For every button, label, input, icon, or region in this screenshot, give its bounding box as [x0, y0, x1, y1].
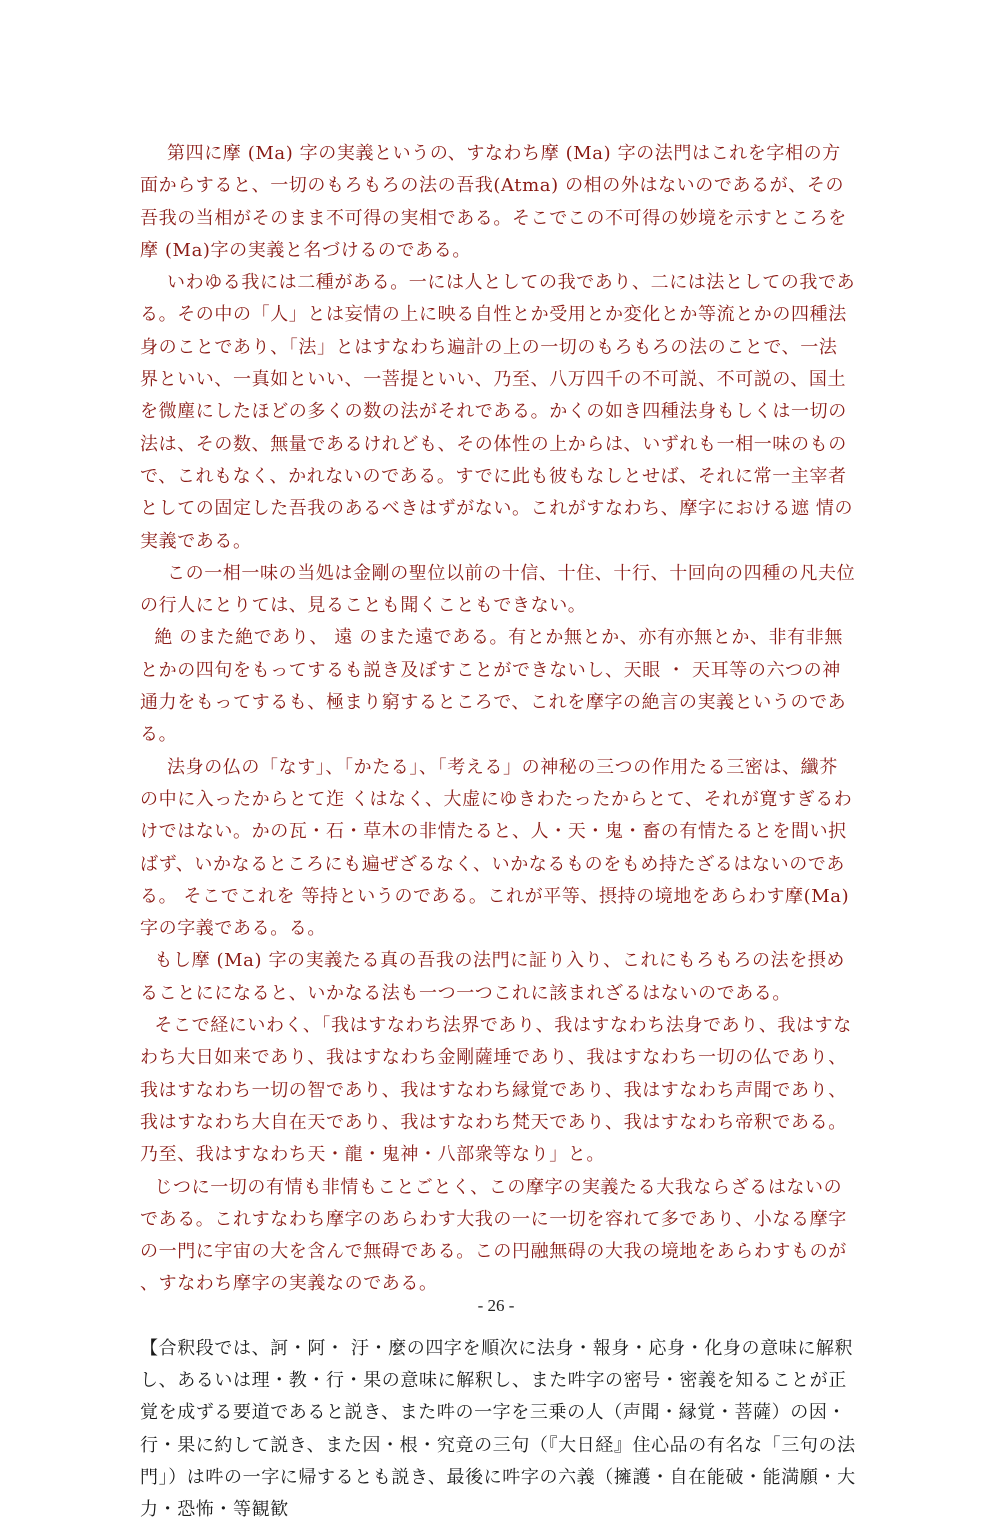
- paragraph-2: いわゆる我には二種がある。一には人としての我であり、二には法としての我である。その中の「人」とは妄情の上に映る自性とか受用とか変化とか等流とかの四種法身のことであり、「法」とはすなわち遍計の上の一切のもろもろの法のことで、一法界といい、一真如といい、一菩提といい、乃至、八万四千の不可説、不可説の、国土を微塵にしたほどの多くの数の法がそれである。かくの如き四種法身もしくは一切の法は、その数、無量であるけれども、その体性の上からは、いずれも一相一味のもので、これもなく、かれないのである。すでに此も彼もなしとせば、それに常一主宰者としての固定した吾我のあるべきはずがない。これがすなわち、摩字における遮 情の実義である。: [140, 272, 856, 552]
- paragraph-7: そこで経にいわく、「我はすなわち法界であり、我はすなわち法身であり、我はすなわち大日如来であり、我はすなわち金剛薩埵であり、我はすなわち一切の仏であり、我はすなわち一切の智であり、我はすなわち縁覚であり、我はすなわち声聞であり、我はすなわち大自在天であり、我はすなわち梵天であり、我はすなわち帝釈である。乃至、我はすなわち天・龍・鬼神・八部衆等なり」と。: [140, 1015, 852, 1166]
- paragraph-9-commentary: 【合釈段では、訶・阿・ 汙・麼の四字を順次に法身・報身・応身・化身の意味に解釈し、あるいは理・教・行・果の意味に解釈し、また吽字の密号・密義を知ることが正覚を成ずる要道であると説き、また吽の一字を三乗の人（声聞・縁覚・菩薩）の因・行・果に約して説き、また因・根・究竟の三句（『大日経』住心品の有名な「三句の法門」）は吽の一字に帰するとも説き、最後に吽字の六義（擁護・自在能破・能満願・大力・恐怖・等観歓: [140, 1337, 856, 1521]
- paragraph-8: じつに一切の有情も非情もことごとく、この摩字の実義たる大我ならざるはないのである。これすなわち摩字のあらわす大我の一に一切を容れて多であり、小なる摩字の一門に宇宙の大を含んで無碍である。この円融無碍の大我の境地をあらわすものが、すなわち摩字の実義なのである。: [140, 1176, 847, 1295]
- paragraph-4: 絶 のまた絶であり、 遠 のまた遠である。有とか無とか、亦有亦無とか、非有非無とかの四句をもってするも説き及ぼすことができないし、天眼 ・ 天耳等の六つの神通力をもってするも、極まり窮するところで、これを摩字の絶言の実義というのである。: [140, 627, 847, 746]
- paragraph-5: 法身の仏の「なす」、「かたる」、「考える」の神秘の三つの作用たる三密は、纖芥の中に入ったからとて迮 くはなく、大虚にゆきわたったからとて、それが寛すぎるわけではない。かの瓦・石・草木の非情たると、人・天・鬼・畜の有情たるとを間い択ばず、いかなるところにも遍ぜざるなく、いかなるものをもめ持たざるはないのである。 そこでこれを 等持というのである。これが平等、摂持の境地をあらわす摩(Ma)字の字義である。る。: [140, 756, 853, 940]
- page-number: - 26 -: [477, 1296, 515, 1315]
- paragraph-3: この一相一味の当処は金剛の聖位以前の十信、十住、十行、十回向の四種の凡夫位の行人にとりては、見ることも聞くこともできない。: [140, 562, 856, 617]
- body-text: [140, 138, 856, 1526]
- paragraph-6: もし摩 (Ma) 字の実義たる真の吾我の法門に証り入り、これにもろもろの法を摂めることにになると、いかなる法も一つ一つこれに該まれざるはないのである。: [140, 950, 846, 1004]
- paragraph-1: 第四に摩 (Ma) 字の実義というの、すなわち摩 (Ma) 字の法門はこれを字相の方面からすると、一切のもろもろの法の吾我(Atma) の相の外はないのであるが、その吾我の当相がそのまま不可得の実相である。そこでこの不可得の妙境を示すところを摩 (Ma)字の実義と名づけるのである。: [140, 143, 847, 261]
